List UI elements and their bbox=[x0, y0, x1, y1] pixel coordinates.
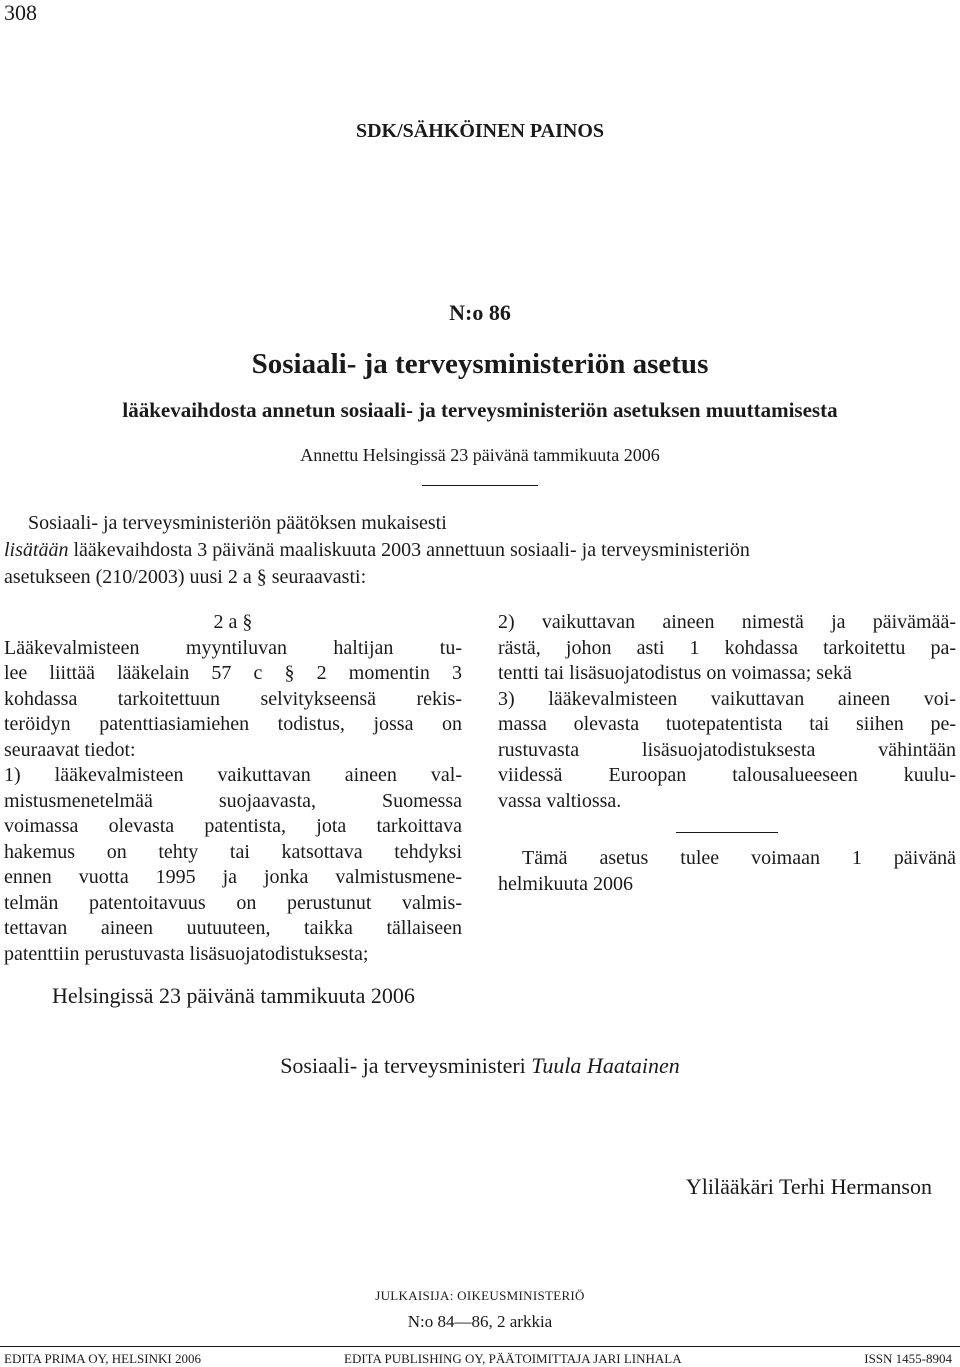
left-line: mistusmenetelmää suojaavasta, Suomessa bbox=[4, 789, 462, 812]
place-date: Helsingissä 23 päivänä tammikuuta 2006 bbox=[52, 983, 415, 1008]
left-line: hakemus on tehty tai katsottava tehdyksi bbox=[4, 840, 462, 863]
divider-top bbox=[422, 485, 538, 486]
right-line: 3) lääkevalmisteen vaikuttavan aineen voi- bbox=[498, 687, 956, 710]
official-signature: Ylilääkäri Terhi Hermanson bbox=[685, 1174, 932, 1199]
right-line: massa olevasta tuotepatentista tai siihen pe- bbox=[498, 713, 956, 735]
preamble-line-2-rest: lääkevaihdosta 3 päivänä maaliskuuta 2003 annettuun sosiaali- ja terveysministeriön bbox=[68, 539, 750, 561]
preamble-line-2 bbox=[4, 537, 956, 564]
statute-subtitle: lääkevaihdosta annetun sosiaali- ja terveysministeriön asetuksen muuttamisesta bbox=[122, 398, 838, 422]
right-line: tentti tai lisäsuojatodistus on voimassa; sekä bbox=[498, 662, 852, 684]
divider-middle bbox=[676, 832, 778, 833]
publisher: JULKAISIJA: OIKEUSMINISTERIÖ bbox=[375, 1288, 585, 1303]
preamble-line-1: Sosiaali- ja terveysministeriön päätöksen mukaisesti bbox=[28, 512, 447, 534]
left-line: voimassa olevasta patentista, jota tarkoittava bbox=[4, 815, 462, 837]
publishing-info: EDITA PUBLISHING OY, PÄÄTOIMITTAJA JARI LINHALA bbox=[344, 1351, 682, 1366]
entry-line-1: Tämä asetus tulee voimaan 1 päivänä bbox=[522, 847, 956, 869]
printer: EDITA PRIMA OY, HELSINKI 2006 bbox=[4, 1351, 201, 1366]
right-line: viidessä Euroopan talousalueeseen kuulu- bbox=[498, 764, 956, 786]
given-date: Annettu Helsingissä 23 päivänä tammikuuta 2006 bbox=[300, 445, 660, 465]
page-number: 308 bbox=[4, 0, 37, 25]
edition-label: SDK/SÄHKÖINEN PAINOS bbox=[355, 120, 604, 142]
entry-into-force bbox=[498, 846, 956, 897]
right-line: rustuvasta lisäsuojatodistuksesta vähintään bbox=[498, 738, 956, 761]
preamble-line-3: asetukseen (210/2003) uusi 2 a § seuraavasti: bbox=[4, 566, 367, 588]
left-line: ennen vuotta 1995 ja jonka valmistusmene- bbox=[4, 866, 462, 888]
preamble-verb: lisätään bbox=[4, 539, 69, 561]
left-line: kohdassa tarkoitettuun selvitykseensä rekis- bbox=[4, 687, 462, 710]
right-column-text bbox=[498, 610, 956, 814]
statute-title: Sosiaali- ja terveysministeriön asetus bbox=[251, 348, 709, 380]
left-line: Lääkevalmisteen myyntiluvan haltijan tu- bbox=[4, 636, 462, 659]
footer-divider bbox=[0, 1346, 960, 1347]
right-column bbox=[498, 610, 956, 814]
preamble bbox=[4, 510, 956, 591]
entry-line-2: helmikuuta 2006 bbox=[498, 872, 633, 895]
left-line: lee liittää lääkelain 57 c § 2 momentin 3 bbox=[4, 662, 462, 684]
left-column bbox=[4, 610, 462, 967]
minister-signature bbox=[0, 1053, 960, 1079]
left-column-text bbox=[4, 636, 462, 968]
left-line: telmän patentoitavuus on perustunut valmis- bbox=[4, 891, 462, 914]
left-line: 1) lääkevalmisteen vaikuttavan aineen val- bbox=[4, 764, 462, 786]
issn: ISSN 1455-8904 bbox=[864, 1351, 952, 1366]
statute-number: N:o 86 bbox=[449, 300, 511, 325]
left-line: teröidyn patenttiasiamiehen todistus, jossa on bbox=[4, 713, 462, 735]
right-line: rästä, johon asti 1 kohdassa tarkoitettu pa- bbox=[498, 636, 956, 659]
left-line: patenttiin perustuvasta lisäsuojatodistuksesta; bbox=[4, 942, 369, 965]
issue-info: N:o 84—86, 2 arkkia bbox=[407, 1312, 553, 1331]
section-heading: 2 a § bbox=[213, 611, 253, 633]
right-line: vassa valtiossa. bbox=[498, 789, 622, 812]
minister-name: Tuula Haatainen bbox=[531, 1053, 680, 1078]
left-line: seuraavat tiedot: bbox=[4, 738, 136, 761]
right-line: 2) vaikuttavan aineen nimestä ja päivämää- bbox=[498, 611, 956, 633]
left-line: tettavan aineen uutuuteen, taikka tällaiseen bbox=[4, 917, 462, 939]
minister-title: Sosiaali- ja terveysministeri bbox=[280, 1053, 532, 1078]
